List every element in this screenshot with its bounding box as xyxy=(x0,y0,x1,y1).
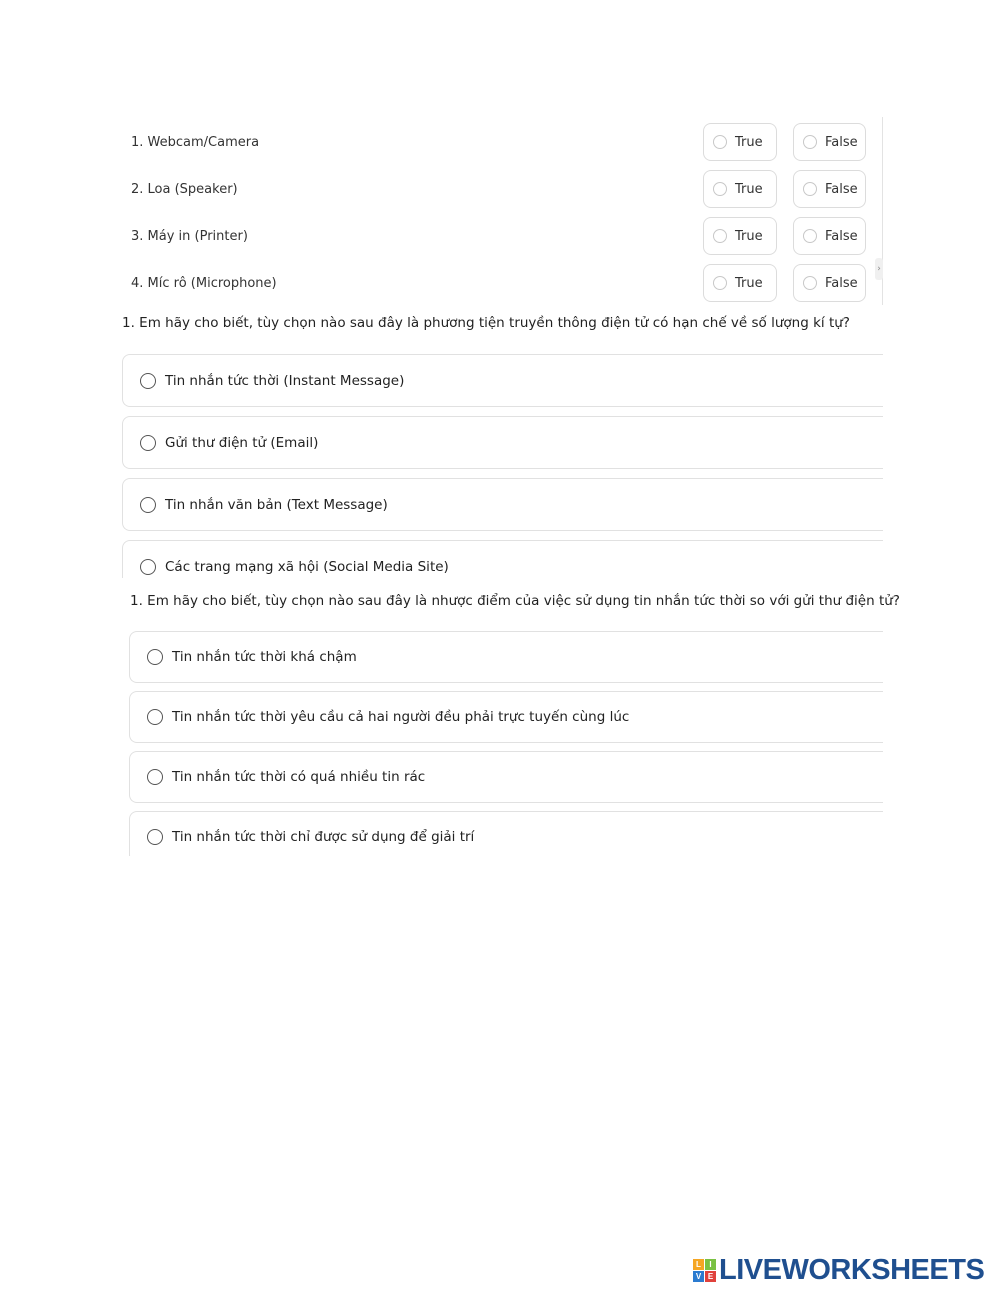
false-label: False xyxy=(825,275,858,291)
question-title: 1. Em hãy cho biết, tùy chọn nào sau đây là nhược điểm của việc sử dụng tin nhắn tức thời so với gửi thư điện tử? xyxy=(130,593,900,609)
radio-icon xyxy=(803,229,817,243)
option-card[interactable] xyxy=(129,631,883,683)
option-label: Tin nhắn tức thời (Instant Message) xyxy=(165,372,405,389)
option-label: Các trang mạng xã hội (Social Media Site) xyxy=(165,558,449,575)
false-label: False xyxy=(825,134,858,150)
true-label: True xyxy=(735,134,763,150)
option-card[interactable] xyxy=(129,811,883,856)
tf-row xyxy=(0,170,1000,210)
question1-options xyxy=(0,340,1000,578)
false-label: False xyxy=(825,228,858,244)
false-button[interactable] xyxy=(793,123,866,161)
radio-icon xyxy=(713,182,727,196)
option-label: Tin nhắn tức thời khá chậm xyxy=(172,649,357,665)
tf-item-label: 3. Máy in (Printer) xyxy=(131,229,248,244)
radio-icon xyxy=(803,182,817,196)
option-card[interactable] xyxy=(122,354,883,407)
true-label: True xyxy=(735,181,763,197)
tf-row xyxy=(0,217,1000,257)
true-label: True xyxy=(735,275,763,291)
option-card[interactable] xyxy=(129,691,883,743)
radio-icon xyxy=(803,276,817,290)
false-label: False xyxy=(825,181,858,197)
true-button[interactable] xyxy=(703,217,777,255)
liveworksheets-logo xyxy=(693,1255,984,1285)
true-label: True xyxy=(735,228,763,244)
tf-row xyxy=(0,123,1000,163)
tf-item-label: 4. Míc rô (Microphone) xyxy=(131,276,277,291)
radio-icon[interactable] xyxy=(147,829,163,845)
option-label: Gửi thư điện tử (Email) xyxy=(165,434,319,451)
radio-icon[interactable] xyxy=(140,373,156,389)
false-button[interactable] xyxy=(793,264,866,302)
true-button[interactable] xyxy=(703,123,777,161)
false-button[interactable] xyxy=(793,217,866,255)
radio-icon[interactable] xyxy=(140,435,156,451)
logo-text: LIVEWORKSHEETS xyxy=(719,1253,985,1286)
option-card[interactable] xyxy=(122,478,883,531)
logo-letter: E xyxy=(705,1271,716,1282)
option-label: Tin nhắn tức thời yêu cầu cả hai người đều phải trực tuyến cùng lúc xyxy=(172,709,630,725)
logo-letter: L xyxy=(693,1259,704,1270)
tf-item-label: 1. Webcam/Camera xyxy=(131,135,260,150)
true-button[interactable] xyxy=(703,264,777,302)
option-label: Tin nhắn tức thời chỉ được sử dụng để giải trí xyxy=(172,829,475,845)
radio-icon[interactable] xyxy=(147,769,163,785)
question-title: 1. Em hãy cho biết, tùy chọn nào sau đây là phương tiện truyền thông điện tử có hạn chế về số lượng kí tự? xyxy=(122,315,850,331)
tf-row xyxy=(0,264,1000,304)
option-card[interactable] xyxy=(122,540,883,578)
option-label: Tin nhắn tức thời có quá nhiều tin rác xyxy=(172,769,426,785)
radio-icon xyxy=(713,135,727,149)
radio-icon[interactable] xyxy=(147,649,163,665)
radio-icon xyxy=(713,229,727,243)
radio-icon[interactable] xyxy=(147,709,163,725)
true-button[interactable] xyxy=(703,170,777,208)
false-button[interactable] xyxy=(793,170,866,208)
radio-icon xyxy=(713,276,727,290)
question2-options xyxy=(0,620,1000,856)
logo-letter: V xyxy=(693,1271,704,1282)
option-card[interactable] xyxy=(122,416,883,469)
radio-icon[interactable] xyxy=(140,497,156,513)
radio-icon xyxy=(803,135,817,149)
tf-item-label: 2. Loa (Speaker) xyxy=(131,182,238,197)
logo-letter: I xyxy=(705,1259,716,1270)
logo-grid-icon xyxy=(693,1259,716,1282)
radio-icon[interactable] xyxy=(140,559,156,575)
option-label: Tin nhắn văn bản (Text Message) xyxy=(165,496,388,513)
scroll-arrow-icon[interactable]: › xyxy=(875,258,883,280)
option-card[interactable] xyxy=(129,751,883,803)
